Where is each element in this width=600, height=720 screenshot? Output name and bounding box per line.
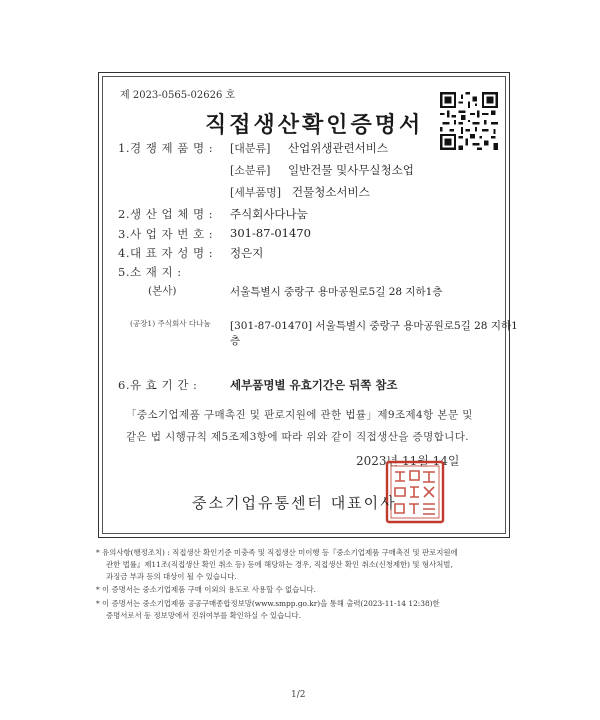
footnote-2: * 이 증명서는 중소기업제품 구매 이외의 용도로 사용할 수 없습니다. [96, 585, 316, 594]
factory-address-line1: [301-87-01470] 서울특별시 중랑구 용마공원로5길 28 지하1 [230, 320, 518, 332]
producer-label: 2.생 산 업 체 명 : [118, 207, 214, 221]
document-title: 직접생산확인증명서 [205, 112, 424, 138]
notice-line-1: 「중소기업제품 구매촉진 및 판로지원에 관한 법률」제9조제4항 본문 및 [126, 409, 473, 421]
qr-code-icon [440, 92, 498, 150]
hq-address: 서울특별시 중랑구 용마공원로5길 28 지하1층 [230, 286, 443, 298]
category-large-tag: [대분류] [230, 142, 271, 155]
footnote-3-line-2: 증명서로서 동 정보망에서 진위여부를 확인하실 수 있습니다. [106, 611, 301, 620]
category-detail-tag: [세부품명] [230, 186, 282, 199]
ceo-value: 정은지 [230, 246, 264, 260]
category-large-value: 산업위생관련서비스 [288, 141, 388, 155]
issuer-signature: 중소기업유통센터 대표이사 [192, 494, 397, 512]
notice-line-2: 같은 법 시행규칙 제5조제3항에 따라 위와 같이 직접생산을 증명합니다. [126, 431, 470, 443]
page-number: 1/2 [291, 690, 306, 700]
location-label: 5.소 재 지 : [118, 265, 182, 279]
bizno-value: 301-87-01470 [230, 226, 311, 240]
footnote-1-line-3: 과징금 부과 등의 대상이 될 수 있습니다. [106, 572, 237, 581]
ceo-label: 4.대 표 자 성 명 : [118, 246, 214, 260]
factory-address-line2: 층 [230, 335, 241, 347]
category-detail-value: 건물청소서비스 [292, 185, 370, 199]
validity-label: 6.유 효 기 간 : [118, 378, 198, 392]
producer-value: 주식회사다나눔 [230, 207, 308, 221]
category-small-tag: [소분류] [230, 164, 271, 177]
footnote-3-line-1: * 이 증명서는 중소기업제품 공공구매종합정보망(www.smpp.go.kr)을 통해 출력(2023-11-14 12:38)한 [96, 599, 440, 608]
hq-tag: (본사) [148, 285, 177, 297]
category-small-value: 일반건물 및사무실청소업 [288, 163, 414, 177]
bizno-label: 3.사 업 자 번 호 : [118, 227, 214, 241]
issue-date: 2023년 11월 14일 [356, 454, 460, 468]
document-number: 제 2023-0565-02626 호 [120, 90, 236, 101]
factory-tag: (공장1) 주식회사 다나눔 [130, 319, 211, 328]
product-label: 1.경 쟁 제 품 명 : [118, 141, 214, 155]
footnote-1-line-2: 관한 법률』제11조(직접생산 확인 취소 등) 등에 해당하는 경우, 직접생산 확인 취소(신청제한) 및 형사처벌, [106, 560, 453, 569]
footnote-1-line-1: * 유의사항(행정조치) : 직접생산 확인기준 미충족 및 직접생산 미이행 등『중소기업제품 구매촉진 및 판로지원에 [96, 548, 458, 557]
validity-value: 세부품명별 유효기간은 뒤쪽 참조 [230, 378, 398, 392]
